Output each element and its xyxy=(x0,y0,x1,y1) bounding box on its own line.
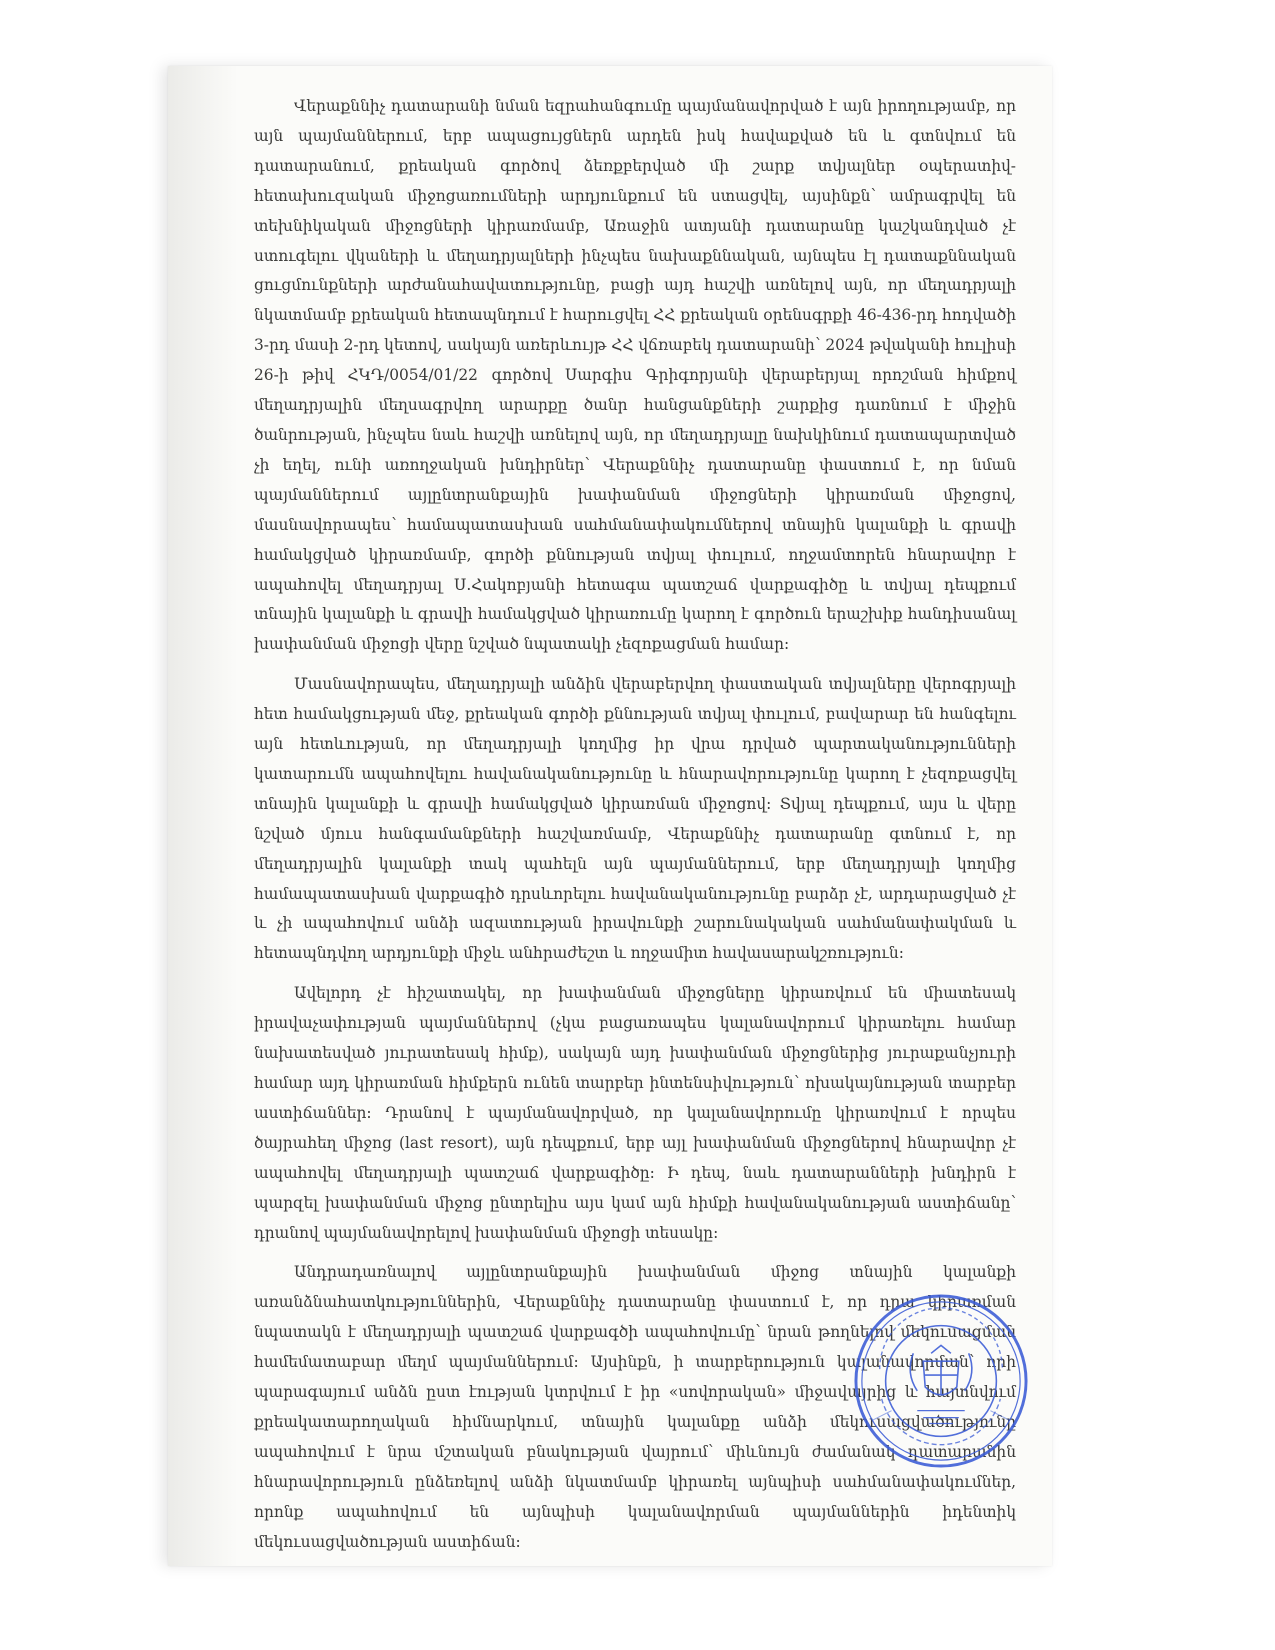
paragraph-4: Անդրադառնալով այլընտրանքային խափանման միջոց տնային կալանքի առանձնահատկություններին, Վերաքննիչ դատարանը փաստում է, որ դրա կիրառման նպատակն է մեղադրյալի պատշաճ վարքագծի ապահովումը՝ նրան թողնելով մեկուսացման համեմատաբար մեղմ պայմաններում: Այսինքն, ի տարբերություն կալանավորման՝ որի պարագայում անձն ըստ էության կտրվում է իր «սովորական» միջավայրից և հայտնվում քրեակատարողական հիմնարկում, տնային կալանքը անձի մեկուսացվածությունը ապահովում է նրա մշտական բնակության վայրում՝ միևնույն ժամանակ դատարանին հնարավորություն ընձեռելով անձի նկատմամբ կիրառել այնպիսի սահմանափակումներ, որոնք ապահովում են այնպիսի կալանավորման պայմաններին իդենտիկ մեկուսացվածության աստիճան: xyxy=(254,1263,1016,1551)
paragraph-1: Վերաքննիչ դատարանի նման եզրահանգումը պայմանավորված է այն իրողությամբ, որ այն պայմաններում, երբ ապացույցներն արդեն իսկ հավաքված են և գտնվում են դատարանում, քրեական գործով ձեռքբերված մի շարք տվյալներ օպերատիվ-հետախուզական միջոցառումների արդյունքում են ստացվել, այսինքն՝ ամրագրվել են տեխնիկական միջոցների կիրառմամբ, Առաջին ատյանի դատարանը կաշկանդված չէ ստուգելու վկաների և մեղադրյալների ինչպես նախաքննական, այնպես էլ դատաքննական ցուցմունքների արժանահավատությունը, բացի այդ հաշվի առնելով այն, որ մեղադրյալի նկատմամբ քրեական հետապնդում է հարուցվել ՀՀ քրեական օրենսգրքի 46-436-րդ հոդվածի 3-րդ մասի 2-րդ կետով, սակայն առերևույթ ՀՀ վճռաբեկ դատարանի՝ 2024 թվականի հուլիսի 26-ի թիվ ՀԿԴ/0054/01/22 գործով Սարգիս Գրիգորյանի վերաբերյալ որոշման հիմքով մեղադրյալին մեղսագրվող արարքը ծանր հանցանքների շարքից դառնում է միջին ծանրության, ինչպես նաև հաշվի առնելով այն, որ մեղադրյալը նախկինում դատապարտված չի եղել, ունի առողջական խնդիրներ՝ Վերաքննիչ դատարանը փաստում է, որ նման պայմաններում այլընտրանքային խափանման միջոցների կիրառման միջոցով, մասնավորապես՝ համապատասխան սահմանափակումներով տնային կալանքի և գրավի համակցված կիրառմամբ, գործի քննության տվյալ փուլում, ողջամտորեն հնարավոր է ապահովել մեղադրյալ Ս.Հակոբյանի հետագա պատշաճ վարքագիծը և տվյալ դեպքում տնային կալանքի և գրավի համակցված կիրառումը կարող է գործուն երաշխիք հանդիսանալ խափանման միջոցի վերը նշված նպատակի չեզոքացման համար: xyxy=(254,97,1016,654)
paragraph-2: Մասնավորապես, մեղադրյալի անձին վերաբերվող փաստական տվյալները վերոգրյալի հետ համակցության մեջ, քրեական գործի քննության տվյալ փուլում, բավարար են հանգելու այն հետևության, որ մեղադրյալի կողմից իր վրա դրված պարտականությունների կատարումն ապահովելու հավանականությունը և հնարավորությունը կարող է չեզոքացվել տնային կալանքի և գրավի համակցված կիրառման միջոցով: Տվյալ դեպքում, այս և վերը նշված մյուս հանգամանքների հաշվառմամբ, Վերաքննիչ դատարանը գտնում է, որ մեղադրյալին կալանքի տակ պահելն այն պայմաններում, երբ մեղադրյալի կողմից համապատասխան վարքագիծ դրսևորելու հավանականությունը բարձր չէ, արդարացված չէ և չի ապահովում անձի ազատության իրավունքի շարունակական սահմանափակման և հետապնդվող արդյունքի միջև անհրաժեշտ և ողջամիտ հավասարակշռություն: xyxy=(254,675,1016,963)
official-seal-stamp xyxy=(852,1292,1030,1470)
paragraph-3: Ավելորդ չէ հիշատակել, որ խափանման միջոցները կիրառվում են միատեսակ իրավաչափության պայմաններով (չկա բացառապես կալանավորում կիրառելու համար նախատեսված յուրատեսակ հիմք), սակայն այդ խափանման միջոցներից յուրաքանչյուրի համար այդ կիրառման հիմքերն ունեն տարբեր ինտենսիվություն՝ ոխակայնության տարբեր աստիճաններ: Դրանով է պայմանավորված, որ կալանավորումը կիրառվում է որպես ծայրահեղ միջոց (last resort), այն դեպքում, երբ այլ խափանման միջոցներով հնարավոր չէ ապահովել մեղադրյալի պատշաճ վարքագիծը: Ի դեպ, նաև դատարանների խնդիրն է պարզել խափանման միջոց ընտրելիս այս կամ այն հիմքի հավանականության աստիճանը՝ դրանով պայմանավորելով խափանման միջոցի տեսակը: xyxy=(254,984,1016,1242)
armenian-coat-of-arms-icon xyxy=(910,1345,972,1394)
